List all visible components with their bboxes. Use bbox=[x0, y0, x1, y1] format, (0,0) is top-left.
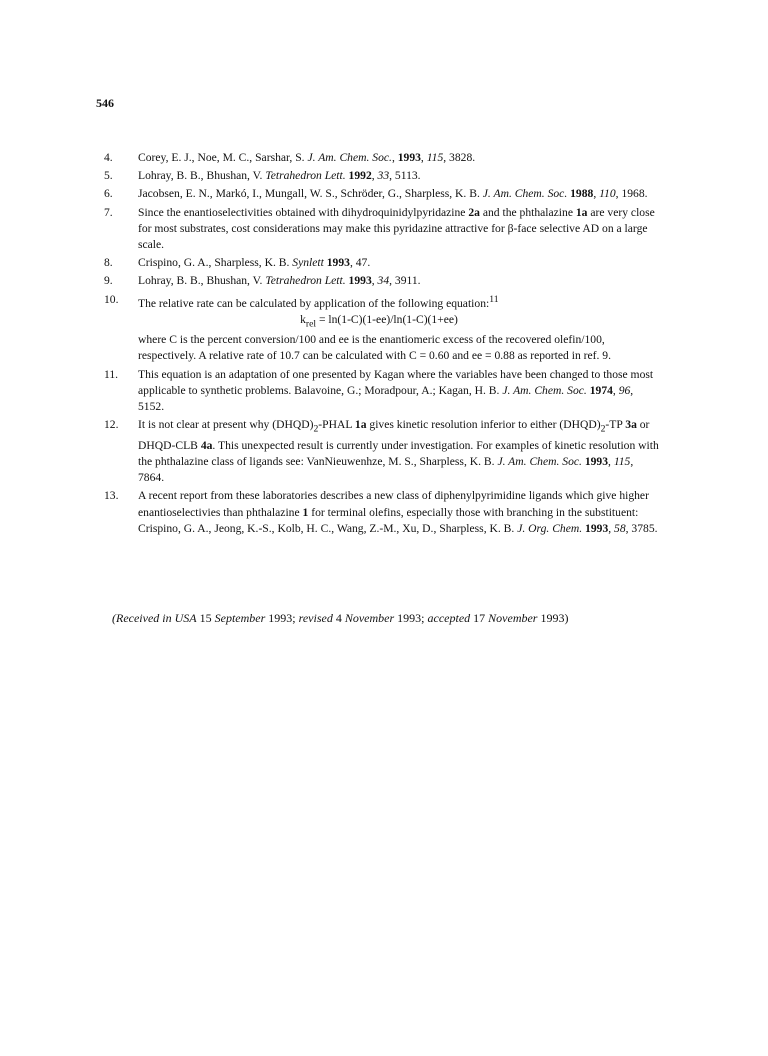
reference-number: 7. bbox=[104, 205, 113, 219]
reference-text: Lohray, B. B., Bhushan, V. Tetrahedron Lett. 1992, 33, 5113. bbox=[138, 169, 421, 183]
reference-item bbox=[104, 417, 660, 486]
page-number: 546 bbox=[96, 96, 114, 110]
reference-text: Crispino, G. A., Sharpless, K. B. Synlett 1993, 47. bbox=[138, 256, 371, 270]
reference-item bbox=[104, 273, 660, 289]
reference-number: 4. bbox=[104, 151, 113, 164]
reference-text: This equation is an adaptation of one presented by Kagan where the variables have been changed to those most applicable to synthetic problems. Balavoine, G.; Moradpour, A.; Kagan, H. B. J. Am. Chem. Soc. 1974, 96, 5152. bbox=[138, 367, 654, 414]
reference-text: Jacobsen, E. N., Markó, I., Mungall, W. S., Schröder, G., Sharpless, K. B. J. Am. Chem. Soc. 1988, 110, 1968. bbox=[138, 187, 648, 201]
reference-number: 5. bbox=[104, 169, 113, 183]
reference-number: 8. bbox=[104, 256, 113, 270]
reference-item bbox=[104, 186, 660, 202]
reference-item bbox=[104, 168, 660, 184]
reference-text: It is not clear at present why $(DHQD)_2$-PHAL 1a gives kinetic resolution inferior to either $(DHQD)_2-TP$ 3a or DHQD-CLB 4a. This unexpected result is currently under investigation. For examples of kinetic resolution with the phthalazine class of ligands see: VanNieuwenhze, M. S., Sharpless, K. B. J. Am. Chem. Soc. 1993, 115, 7864. bbox=[138, 418, 659, 485]
reference-text: Since the enantioselectivities obtained with dihydroquinidylpyridazine 2a and the phthalazine 1a are very close for most substrates, cost considerations may make this pyridazine attractive for β-face selective AD on a large scale. bbox=[138, 205, 655, 252]
reference-item bbox=[104, 488, 660, 537]
reference-number: 6. bbox=[104, 187, 113, 201]
reference-item bbox=[104, 205, 660, 254]
reference-number: 12. bbox=[104, 418, 119, 432]
reference-number: 13. bbox=[104, 489, 119, 503]
reference-number: 9. bbox=[104, 274, 113, 288]
reference-list bbox=[104, 150, 660, 539]
reference-number: 11. bbox=[104, 367, 119, 381]
reference-item bbox=[104, 367, 660, 416]
reference-item bbox=[104, 255, 660, 271]
reference-text: A recent report from these laboratories describes a new class of diphenylpyrimidine ligands which give higher enantioselectivies than phthalazine 1 for terminal olefins, especially those with branching in the substituent: Crispino, G. A., Jeong, K.-S., Kolb, H. C., Wang, Z.-M., Xu, D., Sharpless, K. B. J. Org. Chem. 1993, 58, 3785. bbox=[138, 489, 658, 535]
reference-text: Lohray, B. B., Bhushan, V. Tetrahedron Lett. 1993, 34, 3911. bbox=[138, 274, 421, 288]
reference-number: 10. bbox=[104, 292, 119, 306]
reference-text: The relative rate can be calculated by application of the following equation:$^{11}$ $k_{rel} = \ln(1-C)(1-ee)/\ln(1-C)(1+ee)$ where C is the percent conversion/100 and ee is the enantiomeric excess of the recovered olefin/100, respectively. A relative rate of 10.7 can be calculated with C = 0.60 and ee = 0.88 as reported in ref. 9. bbox=[138, 293, 612, 363]
reference-item bbox=[104, 292, 660, 365]
reference-text: Corey, E. J., Noe, M. C., Sarshar, S. J. Am. Chem. Soc., 1993, 115, 3828. bbox=[138, 151, 476, 164]
received-line: (Received in USA 15 September 1993; revised 4 November 1993; accepted 17 November 1993) bbox=[112, 611, 569, 625]
reference-item bbox=[104, 150, 660, 166]
